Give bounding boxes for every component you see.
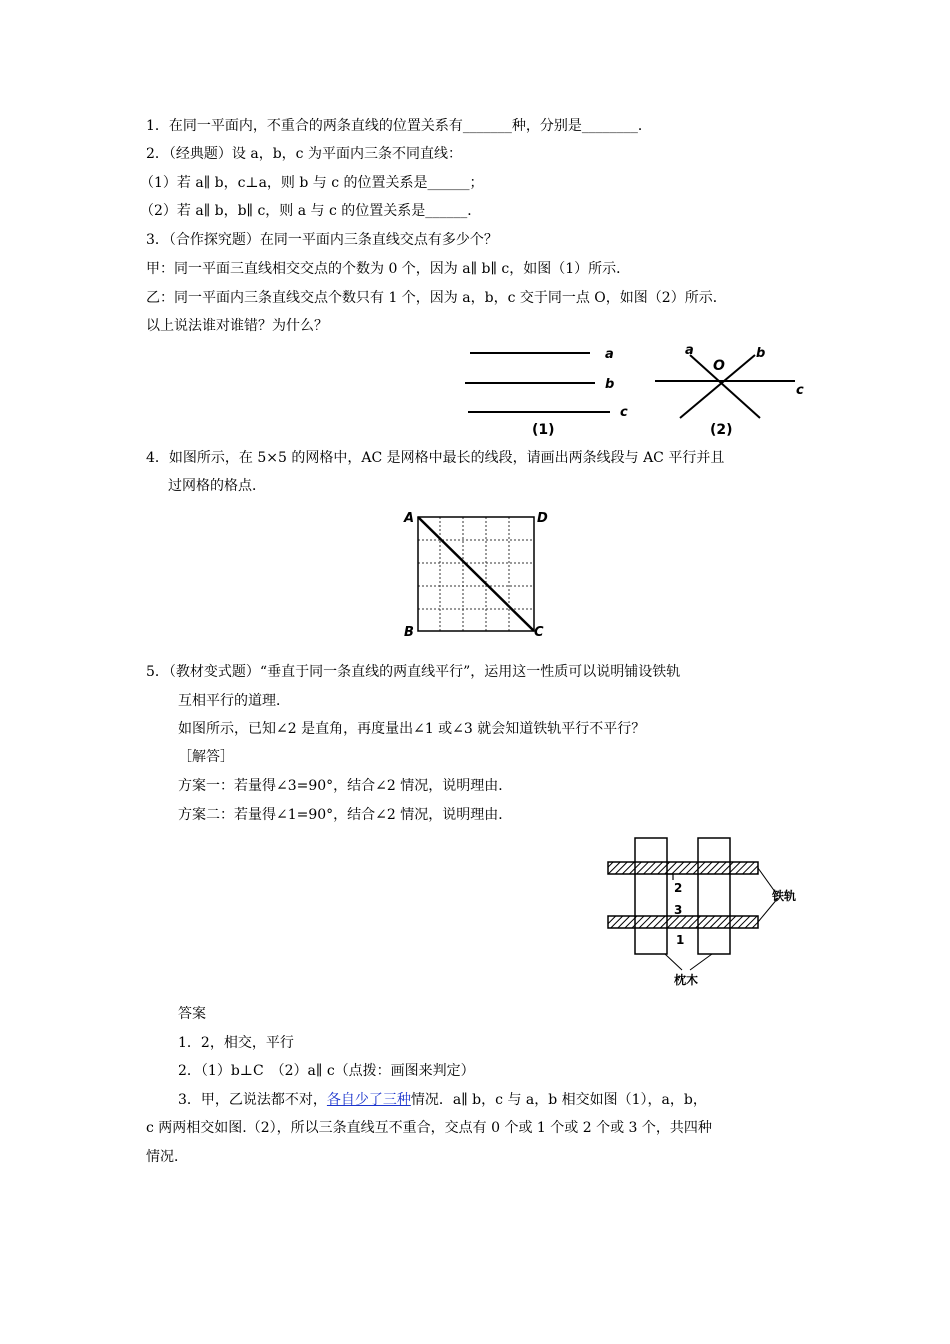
fig2-caption: (2)	[710, 422, 733, 438]
grid-label-d: D	[537, 511, 548, 526]
question-1: 1．在同一平面内，不重合的两条直线的位置关系有_______种，分别是________．	[146, 118, 652, 134]
fig2-label-a: a	[685, 343, 694, 358]
figure-parallel-lines	[460, 340, 640, 440]
question-5-line-1: 5．（教材变式题）“垂直于同一条直线的两直线平行”，运用这一性质可以说明铺设铁轨	[146, 664, 681, 680]
rail-angle-1: 1	[676, 933, 685, 947]
sleeper-label: 枕木	[674, 973, 699, 987]
fig1-caption: (1)	[532, 422, 555, 438]
question-5-line-2: 互相平行的道理．	[178, 693, 290, 709]
fig1-label-a: a	[605, 347, 614, 362]
question-4-line-1: 4．如图所示，在 5×5 的网格中，AC 是网格中最长的线段，请画出两条线段与 AC 平行并且	[146, 450, 725, 466]
fig2-label-c: c	[796, 383, 804, 398]
figure-railway	[600, 832, 810, 992]
answer-3-pre: 3．甲，乙说法都不对，	[178, 1092, 327, 1108]
question-5-line-5: 方案一：若量得∠3=90°，结合∠2 情况，说明理由．	[178, 778, 513, 794]
answer-3-line-2: c 两两相交如图.（2），所以三条直线互不重合，交点有 0 个或 1 个或 2 个或 3 个，共四种	[146, 1120, 712, 1136]
figure-grid	[400, 506, 560, 641]
rail-angle-2: 2	[674, 881, 683, 895]
question-3-ask: 以上说法谁对谁错？为什么？	[146, 318, 328, 334]
fig1-label-b: b	[605, 377, 615, 392]
answer-3-line-1	[178, 1090, 707, 1110]
question-2-part-1: （1）若 a∥ b，c⊥a，则 b 与 c 的位置关系是______；	[140, 175, 484, 191]
grid-label-a: A	[404, 511, 415, 526]
question-5-line-4: ［解答］	[178, 749, 234, 765]
question-3-intro: 3．（合作探究题）在同一平面内三条直线交点有多少个？	[146, 232, 498, 248]
answer-1: 1．2，相交，平行	[178, 1035, 294, 1051]
fig2-label-b: b	[756, 346, 766, 361]
rail-label: 铁轨	[772, 889, 797, 903]
answers-title: 答案	[178, 1006, 206, 1022]
fig2-label-o: O	[713, 358, 725, 374]
answer-2: 2．（1）b⊥C （2）a∥ c（点拨：画图来判定）	[178, 1063, 475, 1079]
answer-3-line-3: 情况．	[146, 1149, 188, 1165]
answer-3-post: 情况．a∥ b，c 与 a，b 相交如图（1），a，b，	[410, 1092, 707, 1108]
question-3-yi: 乙：同一平面内三条直线交点个数只有 1 个，因为 a，b，c 交于同一点 O，如图（2）所示．	[146, 290, 727, 306]
figure-concurrent-lines	[650, 340, 820, 440]
grid-label-b: B	[404, 625, 414, 640]
question-5-line-3: 如图所示，已知∠2 是直角，再度量出∠1 或∠3 就会知道铁轨平行不平行？	[178, 721, 646, 737]
fig1-label-c: c	[620, 405, 628, 420]
grid-label-c: C	[534, 625, 544, 640]
question-3-jia: 甲：同一平面三直线相交交点的个数为 0 个，因为 a∥ b∥ c，如图（1）所示．	[146, 261, 631, 277]
question-2-part-2: （2）若 a∥ b，b∥ c，则 a 与 c 的位置关系是______．	[140, 203, 482, 219]
question-4-line-2: 过网格的格点．	[168, 478, 266, 494]
answer-3-link[interactable]: 各自少了三种	[326, 1092, 411, 1108]
question-5-line-6: 方案二：若量得∠1=90°，结合∠2 情况，说明理由．	[178, 807, 513, 823]
question-2-intro: 2．（经典题）设 a，b，c 为平面内三条不同直线：	[146, 146, 462, 162]
rail-angle-3: 3	[674, 903, 683, 917]
